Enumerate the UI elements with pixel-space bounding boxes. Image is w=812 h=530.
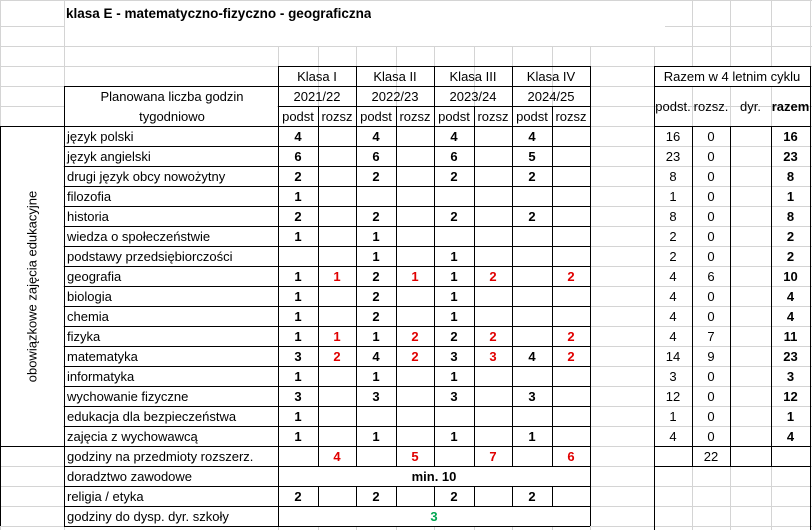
hours-value: 1 <box>450 288 458 304</box>
hours-value: 2 <box>567 328 575 344</box>
hours-value: 1 <box>450 248 458 264</box>
subject-name: język angielski <box>67 148 151 164</box>
summary-value: 16 <box>783 128 798 144</box>
hours-value: 2 <box>372 288 380 304</box>
subject-name: informatyka <box>67 368 135 384</box>
hours-value: 4 <box>372 348 380 364</box>
summary-value: 23 <box>665 148 681 164</box>
sub-header: rozsz <box>399 108 431 124</box>
class-name: Klasa II <box>373 68 417 84</box>
religia-value: 2 <box>450 488 458 504</box>
summary-value: 0 <box>707 228 715 244</box>
summary-value: 4 <box>669 428 677 444</box>
doradztwo-value: min. 10 <box>411 468 457 484</box>
planned-header-line1: Planowana liczba godzin <box>100 88 244 104</box>
summary-value: 8 <box>786 168 795 184</box>
hours-value: 2 <box>372 208 380 224</box>
hours-value: 2 <box>450 168 458 184</box>
sub-header: podst <box>282 108 314 124</box>
sub-header: podst <box>438 108 470 124</box>
hours-value: 4 <box>294 128 302 144</box>
hours-value: 1 <box>294 288 302 304</box>
summary-value: 7 <box>707 328 715 344</box>
hours-value: 2 <box>567 268 575 284</box>
summary-value: 0 <box>707 188 715 204</box>
summary-value: 3 <box>669 368 677 384</box>
extra-rozszerz-label: godziny na przedmioty rozszerz. <box>67 448 254 464</box>
hours-value: 2 <box>567 348 575 364</box>
hours-value: 2 <box>411 328 419 344</box>
summary-value: 4 <box>669 328 677 344</box>
summary-value: 2 <box>786 228 795 244</box>
hours-value: 5 <box>528 148 536 164</box>
summary-value: 2 <box>786 248 795 264</box>
rozszerz-value: 6 <box>567 448 575 464</box>
hours-value: 3 <box>294 388 302 404</box>
school-year: 2023/24 <box>449 88 497 104</box>
hours-value: 2 <box>528 168 536 184</box>
school-year: 2022/23 <box>371 88 419 104</box>
hours-value: 3 <box>450 388 458 404</box>
hours-value: 4 <box>528 128 536 144</box>
subject-name: podstawy przedsiębiorczości <box>67 248 233 264</box>
summary-value: 4 <box>669 288 677 304</box>
hours-value: 2 <box>372 308 380 324</box>
summary-value: 8 <box>669 208 677 224</box>
planned-header-line2: tygodniowo <box>139 108 205 124</box>
class-name: Klasa I <box>297 68 337 84</box>
summary-value: 0 <box>707 148 715 164</box>
summary-value: 1 <box>786 188 795 204</box>
hours-value: 1 <box>294 408 302 424</box>
subject-name: drugi język obcy nowożytny <box>67 168 226 184</box>
subject-name: matematyka <box>67 348 138 364</box>
summary-value: 1 <box>669 188 677 204</box>
sub-header: podst <box>360 108 392 124</box>
hours-value: 3 <box>528 388 536 404</box>
summary-value: 12 <box>783 388 798 404</box>
summary-value: 4 <box>786 288 795 304</box>
hours-value: 2 <box>411 348 419 364</box>
summary-value: 12 <box>665 388 681 404</box>
subject-name: edukacja dla bezpieczeństwa <box>67 408 237 424</box>
hours-value: 2 <box>372 168 380 184</box>
religia-value: 2 <box>372 488 380 504</box>
rozszerz-value: 5 <box>411 448 419 464</box>
summary-value: 0 <box>707 428 715 444</box>
hours-value: 1 <box>294 228 302 244</box>
hours-value: 6 <box>372 148 380 164</box>
subject-name: chemia <box>67 308 109 324</box>
hours-value: 1 <box>372 328 380 344</box>
summary-value: 0 <box>707 128 715 144</box>
hours-value: 6 <box>450 148 458 164</box>
religia-value: 2 <box>528 488 536 504</box>
hours-value: 1 <box>372 228 380 244</box>
hours-value: 6 <box>294 148 302 164</box>
hours-value: 2 <box>528 208 536 224</box>
hours-value: 1 <box>528 428 536 444</box>
summary-value: 1 <box>786 408 795 424</box>
sub-header: podst <box>516 108 548 124</box>
religia-label: religia / etyka <box>67 488 144 504</box>
summary-value: 10 <box>783 268 798 284</box>
subject-name: język polski <box>67 128 134 144</box>
summary-value: 8 <box>786 208 795 224</box>
hours-value: 1 <box>450 368 458 384</box>
summary-value: 4 <box>786 308 795 324</box>
subject-name: wychowanie fizyczne <box>67 388 189 404</box>
hours-value: 2 <box>489 268 497 284</box>
sub-header: rozsz <box>477 108 509 124</box>
hours-value: 1 <box>294 428 302 444</box>
summary-value: 11 <box>783 328 798 344</box>
hours-value: 1 <box>333 268 341 284</box>
summary-value: 6 <box>707 268 715 284</box>
sheet-title: klasa E - matematyczno-fizyczno - geograficzna <box>66 6 372 22</box>
school-year: 2024/25 <box>527 88 575 104</box>
hours-value: 4 <box>372 128 380 144</box>
subject-name: filozofia <box>67 188 112 204</box>
summary-header: podst. <box>655 98 691 114</box>
hours-value: 2 <box>372 268 380 284</box>
summary-value: 0 <box>707 208 715 224</box>
summary-value: 2 <box>669 248 677 264</box>
summary-value: 23 <box>783 348 798 364</box>
hours-value: 1 <box>450 308 458 324</box>
dyspozycja-label: godziny do dysp. dyr. szkoły <box>67 508 229 524</box>
subject-name: fizyka <box>67 328 101 344</box>
summary-value: 23 <box>783 148 798 164</box>
summary-header: razem <box>771 98 810 114</box>
hours-value: 1 <box>333 328 341 344</box>
summary-value: 14 <box>665 348 681 364</box>
summary-value: 0 <box>707 288 715 304</box>
summary-value: 0 <box>707 308 715 324</box>
summary-value: 4 <box>669 268 677 284</box>
hours-value: 4 <box>450 128 458 144</box>
summary-value: 3 <box>786 368 795 384</box>
hours-value: 1 <box>450 428 458 444</box>
hours-value: 1 <box>372 428 380 444</box>
school-year: 2021/22 <box>293 88 341 104</box>
hours-value: 1 <box>450 268 458 284</box>
hours-value: 1 <box>372 368 380 384</box>
hours-value: 1 <box>294 368 302 384</box>
hours-value: 1 <box>294 188 302 204</box>
summary-value: 0 <box>707 388 715 404</box>
summary-value: 0 <box>707 408 715 424</box>
hours-value: 1 <box>294 328 302 344</box>
subject-name: wiedza o społeczeństwie <box>67 228 211 244</box>
sub-header: rozsz <box>321 108 353 124</box>
summary-value: 0 <box>707 248 715 264</box>
summary-value: 9 <box>707 348 715 364</box>
rozszerz-value: 7 <box>489 448 497 464</box>
subject-name: geografia <box>67 268 122 284</box>
class-name: Klasa IV <box>526 68 576 84</box>
hours-value: 2 <box>294 168 302 184</box>
hours-value: 2 <box>294 208 302 224</box>
summary-value: 8 <box>669 168 677 184</box>
summary-value: 2 <box>669 228 677 244</box>
hours-value: 3 <box>489 348 497 364</box>
hours-value: 3 <box>294 348 302 364</box>
summary-value: 1 <box>669 408 677 424</box>
hours-value: 4 <box>528 348 536 364</box>
hours-value: 2 <box>333 348 341 364</box>
summary-value: 0 <box>707 168 715 184</box>
summary-value: 0 <box>707 368 715 384</box>
hours-value: 3 <box>450 348 458 364</box>
vertical-label: obowiązkowe zajęcia edukacyjne <box>24 190 40 382</box>
sub-header: rozsz <box>555 108 587 124</box>
subject-name: biologia <box>67 288 112 304</box>
hours-value: 1 <box>411 268 419 284</box>
religia-value: 2 <box>294 488 302 504</box>
dyspozycja-value: 3 <box>430 508 438 524</box>
rozszerz-value: 4 <box>333 448 341 464</box>
summary-value: 4 <box>786 428 795 444</box>
hours-value: 2 <box>450 208 458 224</box>
summary-title: Razem w 4 letnim cyklu <box>663 68 801 84</box>
hours-value: 1 <box>294 268 302 284</box>
rozszerz-total: 22 <box>703 448 719 464</box>
hours-value: 1 <box>372 248 380 264</box>
hours-value: 2 <box>450 328 458 344</box>
summary-header: dyr. <box>740 98 761 114</box>
hours-value: 1 <box>294 308 302 324</box>
hours-value: 3 <box>372 388 380 404</box>
subject-name: zajęcia z wychowawcą <box>67 428 198 444</box>
subject-name: historia <box>67 208 109 224</box>
summary-value: 16 <box>665 128 681 144</box>
summary-value: 4 <box>669 308 677 324</box>
summary-header: rozsz. <box>693 98 729 114</box>
class-name: Klasa III <box>449 68 497 84</box>
hours-value: 2 <box>489 328 497 344</box>
doradztwo-label: doradztwo zawodowe <box>67 468 193 484</box>
